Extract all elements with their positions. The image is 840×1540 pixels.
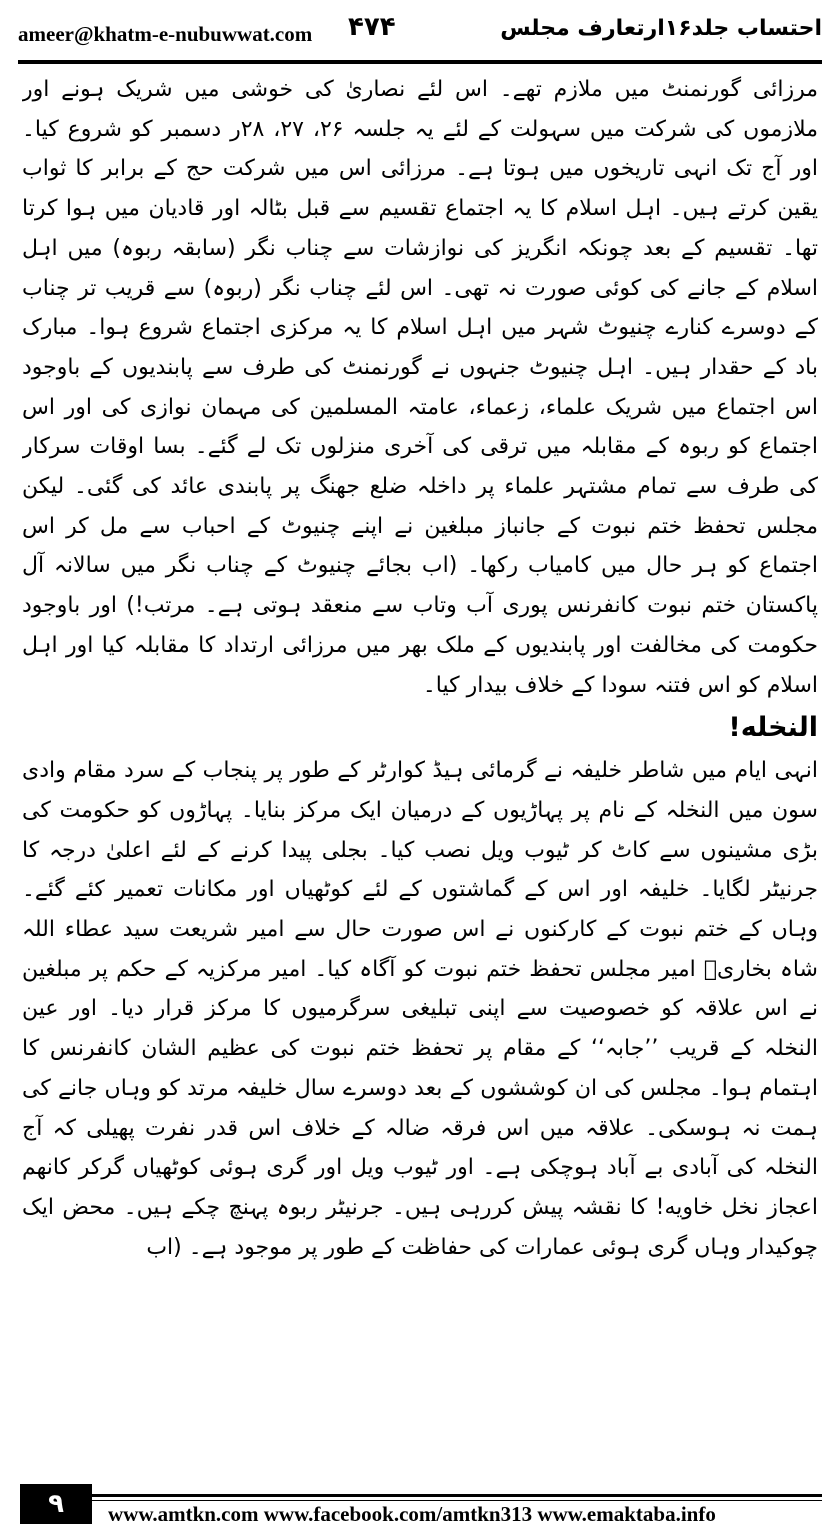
page-body <box>22 70 818 1468</box>
header-email: ameer@khatm-e-nubuwwat.com <box>18 22 313 46</box>
footer-page-box: ۹ <box>20 1484 92 1524</box>
footer-rule-thin <box>92 1500 822 1501</box>
footer-urls: www.amtkn.com www.facebook.com/amtkn313 www.emaktaba.info <box>108 1502 716 1526</box>
body-paragraph-2: انہی ایام میں شاطر خلیفہ نے گرمائی ہیڈ کوارٹر کے طور پر پنجاب کے سرد مقام وادی سون میں النخلہ کے نام پر پہاڑیوں کے درمیان ایک مرکز بنایا۔ پہاڑوں کو حکومت کی بڑی مشینوں سے کاٹ کر ٹیوب ویل نصب کیا۔ بجلی پیدا کرنے کے لئے اعلیٰ درجہ کا جرنیٹر لگایا۔ خلیفہ اور اس کے گماشتوں کے لئے کوٹھیاں اور مکانات تعمیر کئے گئے۔ وہاں کے ختم نبوت کے کارکنوں نے اس صورت حال سے امیر شریعت سید عطاء اللہ شاہ بخاریؒ امیر مجلس تحفظ ختم نبوت کو آگاہ کیا۔ امیر مرکزیہ کے حکم پر مبلغین نے اس علاقہ کو خصوصیت سے اپنی تبلیغی سرگرمیوں کا مرکز قرار دیا۔ اور عین النخلہ کے قریب ’’جابہ‘‘ کے مقام پر تحفظ ختم نبوت کی عظیم الشان کانفرنس کا اہتمام ہوا۔ مجلس کی ان کوششوں کے بعد دوسرے سال خلیفہ مرتد کو وہاں جانے کی ہمت نہ ہوسکی۔ علاقہ میں اس فرقہ ضالہ کے خلاف اس قدر نفرت پھیلی کہ آج النخلہ کی آبادی بے آباد ہوچکی ہے۔ اور ٹیوب ویل اور گری ہوئی کوٹھیاں گرکر کانهم اعجاز نخل خاویه! کا نقشہ پیش کررہی ہیں۔ جرنیٹر ربوہ پہنچ چکے ہیں۔ محض ایک چوکیدار وہاں گری ہوئی عمارات کی حفاظت کے طور پر موجود ہے۔ (اب <box>22 758 818 1260</box>
header-rule <box>18 60 822 64</box>
footer-rule-thick <box>92 1494 822 1497</box>
running-title: احتساب جلد۱۶ارتعارف مجلس <box>500 16 822 41</box>
page-footer <box>0 1480 840 1540</box>
page-header <box>18 10 822 58</box>
body-paragraph-1: مرزائی گورنمنٹ میں ملازم تھے۔ اس لئے نصاریٰ کی خوشی میں شریک ہونے اور ملازموں کی شرکت میں سہولت کے لئے یہ جلسہ ۲۶، ۲۷، ۲۸ر دسمبر کو شروع کیا۔ اور آج تک انہی تاریخوں میں ہوتا ہے۔ مرزائی اس میں شرکت حج کے برابر کا ثواب یقین کرتے ہیں۔ اہل اسلام کا یہ اجتماع تقسیم سے قبل بٹالہ اور قادیان میں ہوا کرتا تھا۔ تقسیم کے بعد چونکہ انگریز کی نوازشات سے چناب نگر (سابقہ ربوہ) میں اہل اسلام کے جانے کی کوئی صورت نہ تھی۔ اس لئے چناب نگر (ربوہ) سے قریب تر چناب کے دوسرے کنارے چنیوٹ شہر میں اہل اسلام کا یہ مرکزی اجتماع شروع ہوا۔ مبارک باد کے حقدار ہیں۔ اہل چنیوٹ جنہوں نے گورنمنٹ کی طرف سے پابندیوں کے باوجود اس اجتماع میں شریک علماء، زعماء، عامتہ المسلمین کی مہمان نوازی کی اور اس اجتماع کو ربوہ کے مقابلہ میں ترقی کی آخری منزلوں تک لے گئے۔ بسا اوقات سرکار کی طرف سے تمام مشتہر علماء پر داخلہ ضلع جھنگ پر پابندی عائد کی گئی۔ لیکن مجلس تحفظ ختم نبوت کے جانباز مبلغین نے اپنے چنیوٹ کے احباب سے مل کر اس اجتماع کو ہر حال میں کامیاب رکھا۔ (اب بجائے چنیوٹ کے چناب نگر میں سالانہ آل پاکستان ختم نبوت کانفرنس پوری آب وتاب سے منعقد ہوتی ہے۔ مرتب!) اور باوجود حکومت کی مخالفت اور پابندیوں کے ملک بھر میں مرزائی ارتداد کا مقابلہ کیا اور اہل اسلام کو اس فتنہ سودا کے خلاف بیدار کیا۔ <box>22 77 818 698</box>
section-heading: النخله! <box>728 712 818 744</box>
page-number: ۴۷۴ <box>348 12 396 42</box>
